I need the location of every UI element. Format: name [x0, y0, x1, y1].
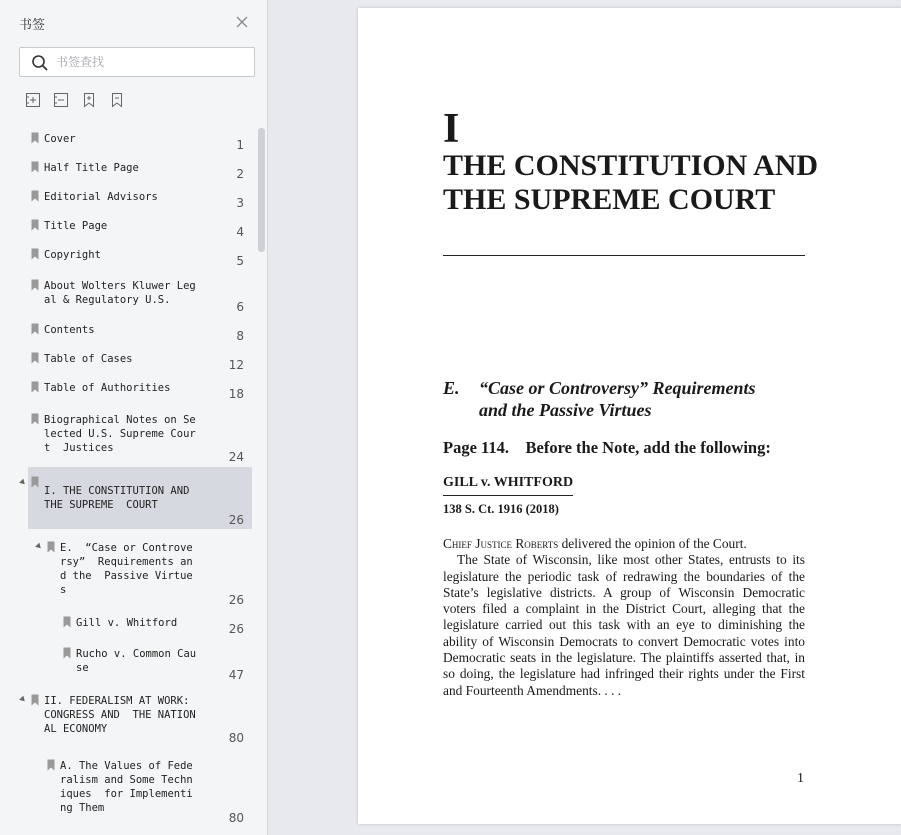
bookmark-item-half-title[interactable]	[28, 157, 252, 186]
bookmark-label: Contents	[44, 324, 95, 336]
bookmark-search-box[interactable]	[19, 47, 255, 77]
bookmark-flag-icon	[31, 161, 39, 173]
expand-toggle-icon[interactable]	[19, 696, 27, 704]
bookmark-item-section-a[interactable]	[28, 755, 252, 827]
bookmark-label: Table of Authorities	[44, 382, 171, 394]
close-icon[interactable]	[235, 15, 249, 29]
bookmark-page-number: 26	[228, 593, 244, 607]
panel-title: 书签	[19, 18, 46, 33]
bookmark-item-chapter-i[interactable]	[28, 467, 252, 529]
bookmark-label: E. “Case or Controve rsy” Requirements an d the Passive Virtue s	[60, 542, 193, 596]
bookmark-page-number: 26	[228, 513, 244, 527]
bookmark-page-number: 18	[228, 387, 244, 401]
expand-toggle-icon[interactable]	[35, 543, 43, 551]
page-number: 1	[797, 771, 804, 786]
bookmark-item-table-of-cases[interactable]	[28, 348, 252, 377]
page-note-text: Page 114. Before the Note, add the following:	[443, 438, 771, 457]
bookmark-item-cover[interactable]	[28, 128, 252, 157]
bookmark-label: I. THE CONSTITUTION AND THE SUPREME COURT	[44, 485, 190, 511]
bookmark-flag-icon	[31, 219, 39, 231]
bookmark-label: Gill v. Whitford	[76, 617, 178, 629]
bookmark-label: II. FEDERALISM AT WORK: CONGRESS AND THE NATION AL ECONOMY	[44, 695, 196, 735]
bookmark-flag-icon	[31, 279, 39, 291]
bookmark-flag-icon	[31, 381, 39, 393]
case-citation: 138 S. Ct. 1916 (2018)	[443, 502, 559, 516]
collapse-all-icon[interactable]	[53, 92, 69, 108]
bookmark-flag-icon	[31, 413, 39, 425]
bookmark-label: A. The Values of Fede ralism and Some Techn iques for Implementi ng Them	[60, 760, 193, 814]
chapter-title: THE CONSTITUTION AND THE SUPREME COURT	[443, 149, 819, 216]
expand-toggle-icon[interactable]	[19, 479, 27, 487]
bookmark-page-number: 80	[228, 731, 244, 745]
bookmark-page-number: 47	[228, 668, 244, 682]
bookmark-item-gill-v-whitford[interactable]	[28, 612, 252, 641]
opinion-paragraph: The State of Wisconsin, like most other States, entrusts to its legislature the periodic task of redrawing the boundaries of the State’s legislative districts. A group of Wisconsin Democratic voters filed a complaint in the District Court, alleging that the legislature carried out this task with an eye to diminishing the ability of Wisconsin Democrats to convert Democratic votes into Democratic seats in the legislature. The plaintiffs asserted that, in so doing, the legislature had infringed their rights under the First and Fourteenth Amendments. . . .	[443, 552, 805, 698]
bookmark-page-number: 24	[228, 450, 244, 464]
bookmark-flag-icon	[31, 248, 39, 260]
bookmark-page-number: 2	[236, 167, 244, 181]
page-note	[443, 438, 771, 458]
bookmark-panel	[0, 0, 268, 835]
bookmark-page-number: 12	[228, 358, 244, 372]
bookmark-search-input[interactable]	[56, 52, 246, 72]
bookmark-item-editorial-advisors[interactable]	[28, 186, 252, 215]
bookmark-label: Rucho v. Common Cau se	[76, 648, 197, 674]
bookmark-label: Biographical Notes on Se lected U.S. Supreme Cour t Justices	[44, 414, 196, 454]
justice-name: Chief Justice Roberts	[443, 536, 559, 551]
chapter-title-rule	[443, 255, 805, 256]
opinion-line: delivered the opinion of the Court.	[558, 536, 747, 551]
bookmark-page-number: 5	[236, 254, 244, 268]
section-letter: E.	[443, 378, 460, 398]
search-icon	[31, 54, 49, 72]
bookmark-item-copyright[interactable]	[28, 244, 252, 273]
bookmark-item-title-page[interactable]	[28, 215, 252, 244]
bookmark-page-number: 1	[236, 138, 244, 152]
bookmark-flag-icon	[47, 759, 55, 771]
bookmark-label: Editorial Advisors	[44, 191, 158, 203]
bookmark-flag-icon	[31, 132, 39, 144]
bookmark-flag-icon	[31, 476, 39, 488]
bookmark-page-number: 8	[236, 329, 244, 343]
bookmark-label: Title Page	[44, 220, 108, 232]
bookmark-flag-icon	[47, 541, 55, 553]
bookmark-flag-icon	[31, 190, 39, 202]
bookmark-label: Copyright	[44, 249, 101, 261]
case-name: GILL v. WHITFORD	[443, 475, 574, 490]
bookmark-tree	[0, 128, 256, 835]
bookmark-label: Half Title Page	[44, 162, 139, 174]
bookmark-label: Table of Cases	[44, 353, 133, 365]
section-title: “Case or Controversy” Requirements and the Passive Virtues	[479, 378, 756, 420]
bookmark-flag-icon	[31, 352, 39, 364]
bookmark-flag-icon	[31, 323, 39, 335]
document-page	[358, 8, 901, 824]
case-name-rule	[443, 495, 573, 496]
opinion-text	[443, 536, 805, 699]
bookmark-item-table-of-authorities[interactable]	[28, 377, 252, 406]
bookmark-item-section-e[interactable]	[28, 537, 252, 609]
opinion-intro	[443, 536, 805, 552]
bookmark-item-chapter-ii[interactable]	[28, 690, 252, 747]
bookmark-label: Cover	[44, 133, 76, 145]
bookmark-page-number: 3	[236, 196, 244, 210]
expand-all-icon[interactable]	[25, 92, 41, 108]
add-bookmark-icon[interactable]	[81, 92, 97, 108]
chapter-number: I	[443, 106, 460, 152]
bookmark-page-number: 6	[236, 300, 244, 314]
bookmark-item-contents[interactable]	[28, 319, 252, 348]
bookmark-page-number: 26	[228, 622, 244, 636]
bookmark-icon[interactable]	[109, 92, 125, 108]
bookmark-flag-icon	[63, 616, 71, 628]
bookmark-label: About Wolters Kluwer Leg al & Regulatory U.S.	[44, 280, 196, 306]
bookmark-scrollbar-thumb[interactable]	[258, 128, 265, 252]
bookmark-flag-icon	[63, 647, 71, 659]
bookmark-item-about-wolters-kluwer[interactable]	[28, 275, 252, 318]
bookmark-page-number: 80	[228, 811, 244, 825]
bookmark-item-rucho-v-common-cause[interactable]	[28, 643, 252, 686]
bookmark-page-number: 4	[236, 225, 244, 239]
bookmark-flag-icon	[31, 694, 39, 706]
bookmark-item-biographical-notes[interactable]	[28, 409, 252, 466]
